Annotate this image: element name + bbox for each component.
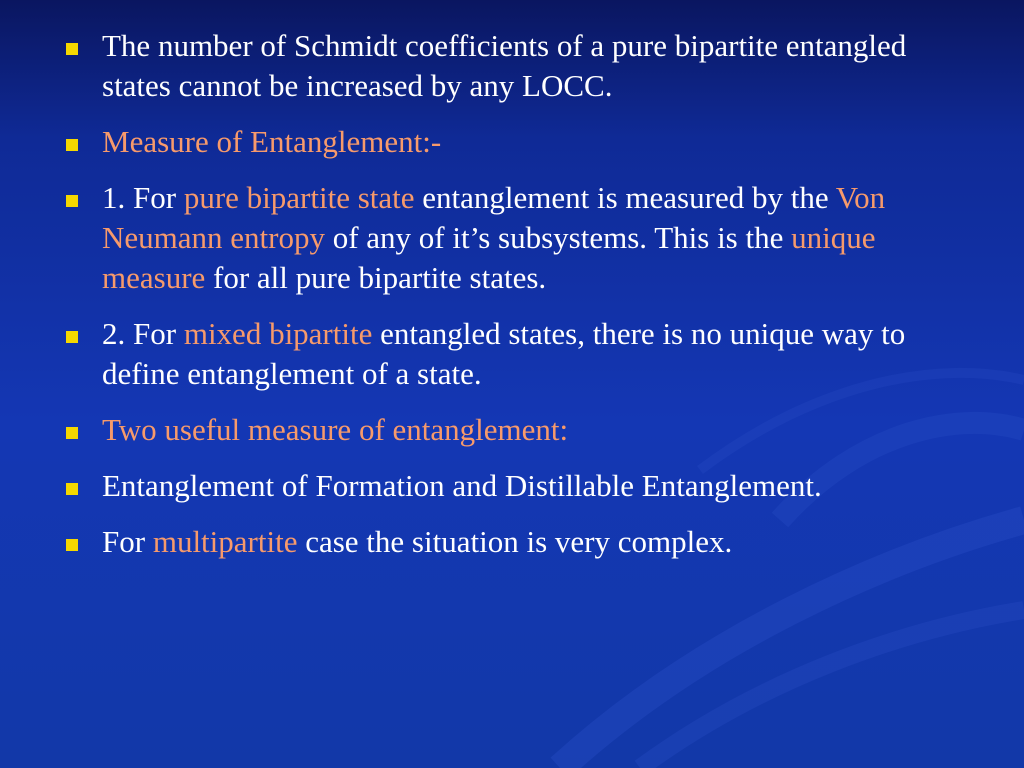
bullet-item xyxy=(60,122,970,162)
square-bullet-icon xyxy=(66,331,78,343)
bullet-text: The number of Schmidt coefficients of a pure bipartite entangled states cannot be increased by any LOCC. xyxy=(102,28,907,103)
square-bullet-icon xyxy=(66,139,78,151)
square-bullet-icon xyxy=(66,195,78,207)
bullet-text: Entanglement of Formation and Distillable Entanglement. xyxy=(102,468,822,503)
square-bullet-icon xyxy=(66,483,78,495)
bullet-item xyxy=(60,314,970,394)
bullet-item xyxy=(60,178,970,298)
bullet-item xyxy=(60,26,970,106)
bullet-item xyxy=(60,466,970,506)
bullet-text: 2. For mixed bipartite entangled states, there is no unique way to define entanglement of a state. xyxy=(102,316,906,391)
square-bullet-icon xyxy=(66,43,78,55)
square-bullet-icon xyxy=(66,427,78,439)
bullet-text: Measure of Entanglement:- xyxy=(102,124,442,159)
bullet-text: For multipartite case the situation is very complex. xyxy=(102,524,733,559)
bullet-item xyxy=(60,410,970,450)
bullet-text: Two useful measure of entanglement: xyxy=(102,412,569,447)
slide-content xyxy=(60,26,970,578)
bullet-text: 1. For pure bipartite state entanglement is measured by the Von Neumann entropy of any of it’s subsystems. This is the unique measure for all pure bipartite states. xyxy=(102,180,886,295)
bullet-item xyxy=(60,522,970,562)
square-bullet-icon xyxy=(66,539,78,551)
